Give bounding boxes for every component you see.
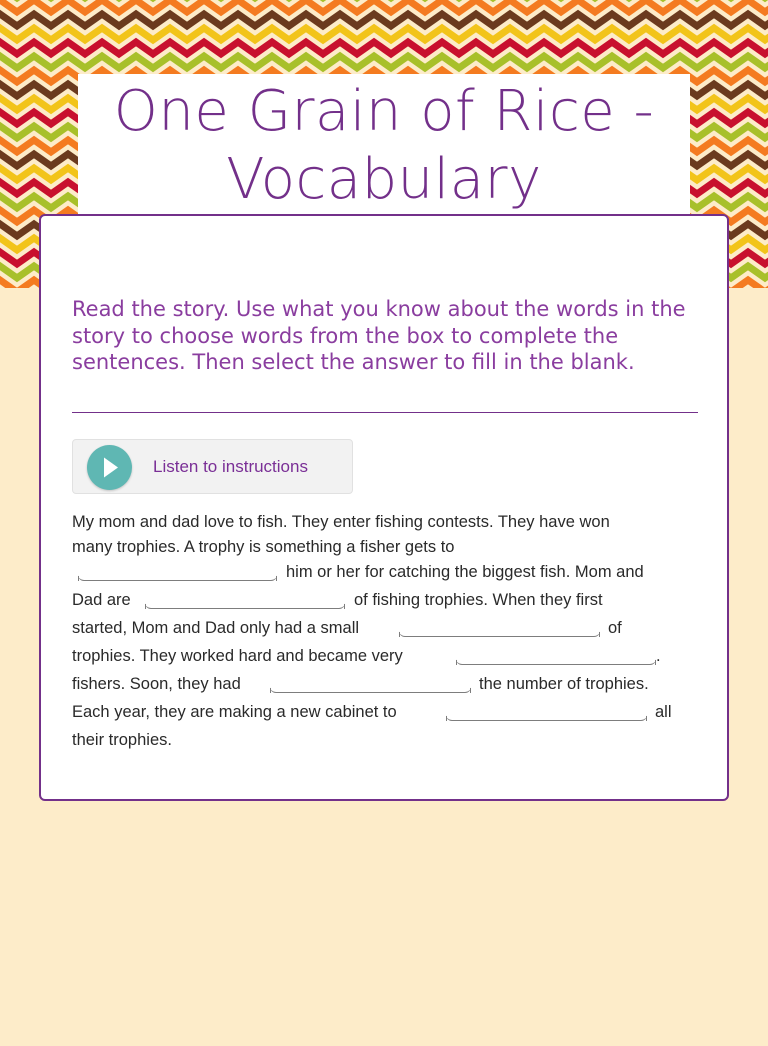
page-title — [78, 78, 690, 214]
chevron-stripe — [0, 0, 768, 12]
story-line-2: many trophies. A trophy is something a fisher gets to — [72, 538, 455, 556]
story-line-7: of — [608, 619, 622, 637]
title-banner — [78, 74, 690, 224]
story-line-12: Each year, they are making a new cabinet to — [72, 703, 397, 721]
story-line-9: . — [656, 647, 661, 665]
blank-1[interactable] — [78, 559, 277, 581]
listen-to-instructions-button[interactable] — [72, 439, 353, 494]
blank-3[interactable] — [399, 615, 600, 637]
blank-5[interactable] — [270, 671, 471, 693]
instructions-text: Read the story. Use what you know about the words in the story to choose words from the box to complete the sentences. Then select the answer to fill in the blank. — [72, 297, 686, 374]
chevron-stripe — [0, 14, 768, 26]
story-line-5: of fishing trophies. When they first — [354, 591, 603, 609]
play-icon[interactable] — [87, 445, 132, 490]
story-line-10: fishers. Soon, they had — [72, 675, 241, 693]
chevron-stripe — [0, 56, 768, 68]
story-line-11: the number of trophies. — [479, 675, 649, 693]
story-line-14: their trophies. — [72, 731, 172, 749]
story-line-1: My mom and dad love to fish. They enter fishing contests. They have won — [72, 513, 610, 531]
activity-card — [39, 214, 729, 801]
story-line-4: Dad are — [72, 591, 131, 609]
story-line-13: all — [655, 703, 672, 721]
chevron-stripe — [0, 42, 768, 54]
listen-label: Listen to instructions — [153, 457, 308, 476]
story-line-6: started, Mom and Dad only had a small — [72, 619, 360, 637]
blank-4[interactable] — [456, 643, 656, 665]
blank-6[interactable] — [446, 699, 647, 721]
page-title-line-1: One Grain of Rice - — [113, 79, 655, 144]
story-line-3: him or her for catching the biggest fish. Mom and — [286, 563, 644, 581]
play-triangle — [87, 445, 132, 490]
story-line-8: trophies. They worked hard and became very — [72, 647, 403, 665]
page-title-line-2: Vocabulary — [226, 147, 542, 212]
chevron-stripe — [0, 28, 768, 40]
blank-2[interactable] — [145, 587, 345, 609]
instructions-divider — [72, 412, 698, 413]
